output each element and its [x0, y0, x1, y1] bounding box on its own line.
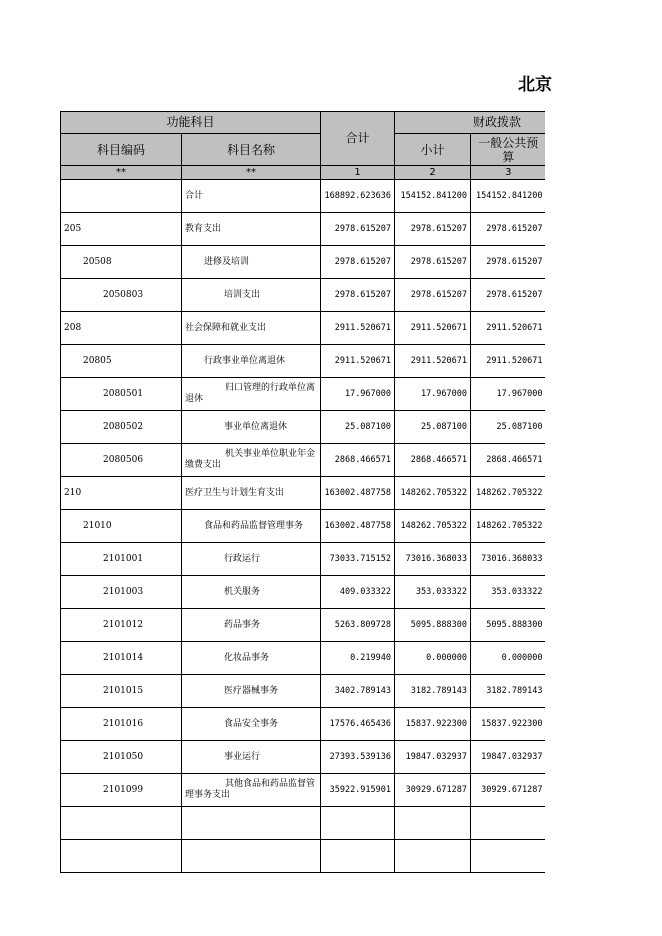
- cell-total: 2978.615207: [321, 213, 395, 246]
- cell-code: 208: [61, 312, 182, 345]
- table-row: [61, 345, 546, 378]
- cell-general-budget: 353.033322: [471, 576, 545, 609]
- table-row: [61, 576, 546, 609]
- cell-subtotal: 148262.705322: [395, 477, 471, 510]
- budget-table: [60, 111, 545, 873]
- cell-total: 2911.520671: [321, 312, 395, 345]
- table-row: [61, 246, 546, 279]
- header-col-1: 1: [321, 166, 395, 180]
- cell-total: 163002.487758: [321, 510, 395, 543]
- cell-subtotal: 3182.789143: [395, 675, 471, 708]
- table-row: [61, 477, 546, 510]
- cell-total: 25.087100: [321, 411, 395, 444]
- cell-subtotal: 2978.615207: [395, 279, 471, 312]
- cell-general-budget: 19847.032937: [471, 741, 545, 774]
- header-name: 科目名称: [182, 134, 321, 166]
- cell-general-budget: 73016.368033: [471, 543, 545, 576]
- cell-total: 35922.915901: [321, 774, 395, 807]
- cell-general-budget: 15837.922300: [471, 708, 545, 741]
- cell-name: 食品和药品监督管理事务: [182, 510, 321, 543]
- table-row: [61, 510, 546, 543]
- cell-general-budget: 5095.888300: [471, 609, 545, 642]
- cell-subtotal: 353.033322: [395, 576, 471, 609]
- cell-general-budget: 17.967000: [471, 378, 545, 411]
- cell-subtotal: 2911.520671: [395, 345, 471, 378]
- cell-total: 163002.487758: [321, 477, 395, 510]
- cell-name: 机关服务: [182, 576, 321, 609]
- cell-name: 培训支出: [182, 279, 321, 312]
- cell-code: 20508: [61, 246, 182, 279]
- cell-general-budget: 154152.841200: [471, 180, 545, 213]
- table-row: [61, 840, 546, 873]
- header-fiscal-group: [395, 112, 545, 134]
- cell-name: 合计: [182, 180, 321, 213]
- cell-name: 行政运行: [182, 543, 321, 576]
- header-total: 合计: [321, 112, 395, 166]
- cell-general-budget: 2868.466571: [471, 444, 545, 477]
- cell-total: [321, 840, 395, 873]
- cell-general-budget: 2978.615207: [471, 246, 545, 279]
- cell-general-budget: 148262.705322: [471, 510, 545, 543]
- cell-general-budget: [471, 807, 545, 840]
- cell-code: 2101014: [61, 642, 182, 675]
- cell-subtotal: 2911.520671: [395, 312, 471, 345]
- cell-total: 0.219940: [321, 642, 395, 675]
- cell-total: 2911.520671: [321, 345, 395, 378]
- page-title: 北京: [518, 75, 552, 95]
- cell-name: 进修及培训: [182, 246, 321, 279]
- cell-total: 409.033322: [321, 576, 395, 609]
- cell-name: 事业单位离退休: [182, 411, 321, 444]
- cell-general-budget: 148262.705322: [471, 477, 545, 510]
- cell-name: 事业运行: [182, 741, 321, 774]
- header-mark-name: **: [182, 166, 321, 180]
- cell-general-budget: 2911.520671: [471, 312, 545, 345]
- table-row: [61, 642, 546, 675]
- cell-total: 2978.615207: [321, 279, 395, 312]
- cell-subtotal: 154152.841200: [395, 180, 471, 213]
- table-row: [61, 180, 546, 213]
- header-code: 科目编码: [61, 134, 182, 166]
- cell-subtotal: 17.967000: [395, 378, 471, 411]
- cell-code: 2080501: [61, 378, 182, 411]
- cell-name: 医疗器械事务: [182, 675, 321, 708]
- cell-total: 2868.466571: [321, 444, 395, 477]
- cell-subtotal: 73016.368033: [395, 543, 471, 576]
- cell-code: 2101003: [61, 576, 182, 609]
- cell-subtotal: [395, 807, 471, 840]
- cell-name: 机关事业单位职业年金缴费支出: [182, 444, 321, 477]
- cell-code: 2101015: [61, 675, 182, 708]
- cell-code: 2050803: [61, 279, 182, 312]
- cell-subtotal: 15837.922300: [395, 708, 471, 741]
- table-row: [61, 708, 546, 741]
- table-row: [61, 774, 546, 807]
- cell-name: 化妆品事务: [182, 642, 321, 675]
- cell-code: 2080502: [61, 411, 182, 444]
- table-row: [61, 609, 546, 642]
- table-row: [61, 312, 546, 345]
- cell-subtotal: 19847.032937: [395, 741, 471, 774]
- cell-subtotal: 2978.615207: [395, 246, 471, 279]
- cell-code: 2080506: [61, 444, 182, 477]
- table-row: [61, 378, 546, 411]
- cell-subtotal: 2868.466571: [395, 444, 471, 477]
- cell-name: 行政事业单位离退休: [182, 345, 321, 378]
- cell-code: [61, 180, 182, 213]
- cell-code: 205: [61, 213, 182, 246]
- header-func-group: 功能科目: [61, 112, 321, 134]
- cell-general-budget: 2978.615207: [471, 279, 545, 312]
- cell-name: 医疗卫生与计划生育支出: [182, 477, 321, 510]
- cell-code: 2101099: [61, 774, 182, 807]
- cell-code: 21010: [61, 510, 182, 543]
- cell-code: [61, 840, 182, 873]
- header-mark-code: **: [61, 166, 182, 180]
- header-col-3: 3: [471, 166, 545, 180]
- cell-total: 3402.789143: [321, 675, 395, 708]
- cell-subtotal: 30929.671287: [395, 774, 471, 807]
- header-row-1: [61, 112, 546, 134]
- cell-general-budget: 30929.671287: [471, 774, 545, 807]
- cell-general-budget: 0.000000: [471, 642, 545, 675]
- cell-subtotal: 2978.615207: [395, 213, 471, 246]
- cell-general-budget: 3182.789143: [471, 675, 545, 708]
- cell-total: [321, 807, 395, 840]
- cell-subtotal: [395, 840, 471, 873]
- budget-table-viewport[interactable]: [60, 111, 545, 873]
- cell-code: 2101050: [61, 741, 182, 774]
- cell-code: 2101012: [61, 609, 182, 642]
- header-row-2: [61, 134, 546, 166]
- cell-general-budget: [471, 840, 545, 873]
- table-row: [61, 543, 546, 576]
- cell-subtotal: 5095.888300: [395, 609, 471, 642]
- cell-total: 2978.615207: [321, 246, 395, 279]
- cell-name: [182, 840, 321, 873]
- cell-subtotal: 25.087100: [395, 411, 471, 444]
- table-row: [61, 741, 546, 774]
- header-fiscal-group-label: 财政拨款: [473, 115, 522, 129]
- header-general-budget: 一般公共预算: [471, 134, 545, 166]
- table-row: [61, 675, 546, 708]
- header-subtotal: 小计: [395, 134, 471, 166]
- cell-general-budget: 2911.520671: [471, 345, 545, 378]
- header-col-2: 2: [395, 166, 471, 180]
- cell-total: 17.967000: [321, 378, 395, 411]
- table-row: [61, 444, 546, 477]
- table-row: [61, 213, 546, 246]
- cell-total: 168892.623636: [321, 180, 395, 213]
- cell-total: 5263.809728: [321, 609, 395, 642]
- cell-name: 社会保障和就业支出: [182, 312, 321, 345]
- cell-name: 药品事务: [182, 609, 321, 642]
- cell-name: 归口管理的行政单位离退休: [182, 378, 321, 411]
- cell-code: 20805: [61, 345, 182, 378]
- cell-subtotal: 148262.705322: [395, 510, 471, 543]
- cell-total: 17576.465436: [321, 708, 395, 741]
- table-row: [61, 807, 546, 840]
- cell-name: 食品安全事务: [182, 708, 321, 741]
- table-row: [61, 411, 546, 444]
- cell-total: 27393.539136: [321, 741, 395, 774]
- cell-subtotal: 0.000000: [395, 642, 471, 675]
- cell-general-budget: 25.087100: [471, 411, 545, 444]
- cell-code: 210: [61, 477, 182, 510]
- cell-name: [182, 807, 321, 840]
- cell-name: 教育支出: [182, 213, 321, 246]
- cell-code: 2101016: [61, 708, 182, 741]
- cell-name: 其他食品和药品监督管理事务支出: [182, 774, 321, 807]
- table-row: [61, 279, 546, 312]
- cell-general-budget: 2978.615207: [471, 213, 545, 246]
- cell-code: 2101001: [61, 543, 182, 576]
- cell-total: 73033.715152: [321, 543, 395, 576]
- cell-code: [61, 807, 182, 840]
- header-row-3: [61, 166, 546, 180]
